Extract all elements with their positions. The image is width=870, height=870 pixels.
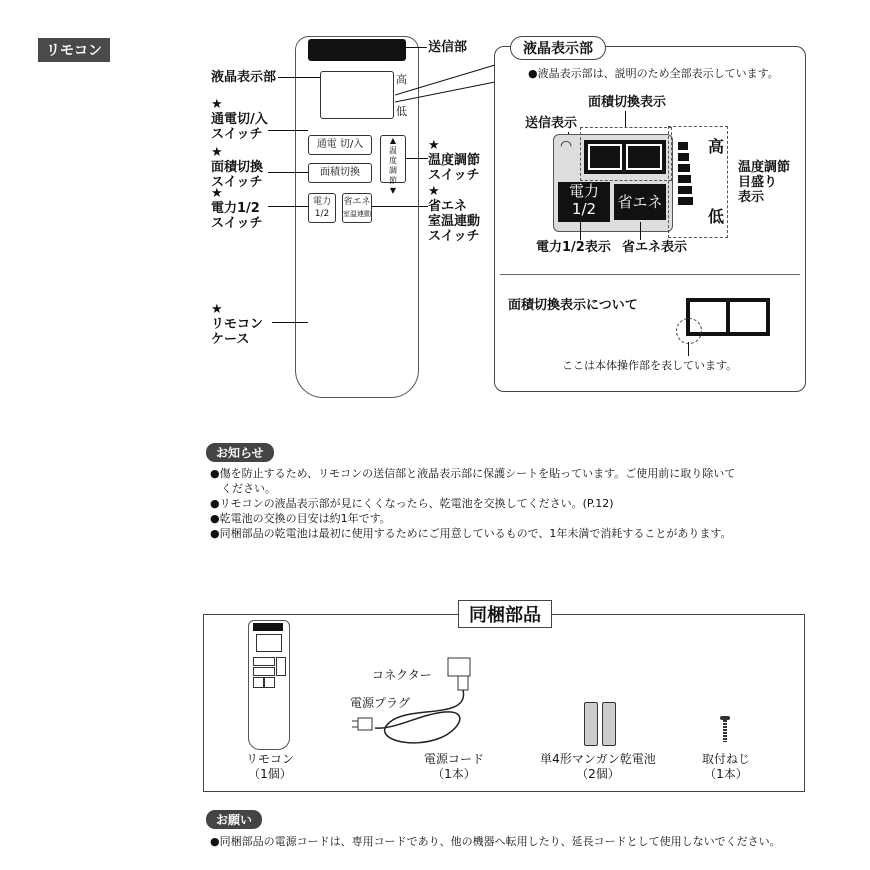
transmitter-window: [308, 39, 406, 61]
notice-title: お知らせ: [206, 443, 274, 462]
area-display-label: 面積切換表示: [588, 95, 667, 110]
power-half-button[interactable]: [308, 193, 336, 223]
power-button[interactable]: 通電 切/入: [308, 135, 372, 155]
notice-item: ●乾電池の交換の目安は約1年です。: [210, 512, 391, 525]
notice-item: ください。: [210, 482, 276, 495]
p12-indicator: 電力 1/2: [558, 182, 610, 222]
eco-display-label: 省エネ表示: [622, 240, 688, 255]
transmit-display-label: 送信表示: [525, 116, 578, 131]
label-area-switch: ★ 面積切換 スイッチ: [211, 145, 264, 190]
power-cord-icon: [350, 650, 490, 760]
temp-scale-label: 温度調節 目盛り 表示: [738, 160, 791, 205]
about-area-title: 面積切換表示について: [508, 298, 638, 313]
section-tag: リモコン: [38, 38, 110, 62]
up-arrow-icon: ▲: [389, 136, 397, 145]
label-power12-switch: ★ 電力1/2 スイッチ: [211, 186, 263, 231]
bundle-remote-icon: [248, 620, 290, 750]
label-case: ★ リモコン ケース: [211, 302, 264, 347]
area-switch-button[interactable]: 面積切換: [308, 163, 372, 183]
callout-lines: [395, 40, 505, 110]
temp-scale-bars: [678, 142, 696, 208]
battery-icon: [602, 702, 616, 746]
eco-line2: 室温連動: [343, 210, 371, 218]
notice-item: ●傷を防止するため、リモコンの送信部と液晶表示部に保護シートを貼っています。ご使用前に取り除いて: [210, 467, 736, 480]
eco-indicator: 省エネ: [614, 184, 666, 220]
signal-icon: ◠: [560, 138, 573, 154]
temp-adjust-button[interactable]: [380, 135, 406, 195]
bundle-item-battery: 単4形マンガン乾電池 （2個）: [540, 752, 656, 781]
p12-line2: 1/2: [314, 209, 330, 219]
p12-line1: 電力: [312, 197, 331, 207]
bundle-item-screw: 取付ねじ （1本）: [701, 752, 750, 781]
plug-label: 電源プラグ: [350, 696, 411, 710]
battery-icon: [584, 702, 598, 746]
connector-label: コネクター: [372, 668, 432, 682]
p12-display-label: 電力1/2表示: [536, 240, 611, 255]
eco-button[interactable]: [342, 193, 372, 223]
label-lcd: 液晶表示部: [211, 70, 277, 85]
about-area-note: ここは本体操作部を表しています。: [562, 359, 738, 372]
label-power-switch: ★ 通電切/入 スイッチ: [211, 97, 268, 142]
notice-list: [210, 466, 735, 541]
bundle-item-cord: 電源コード （1本）: [423, 752, 484, 781]
scale-high: 高: [708, 137, 725, 156]
notice-item: ●リモコンの液晶表示部が見にくくなったら、乾電池を交換してください。(P.12): [210, 497, 614, 510]
lcd-panel-note: ●液晶表示部は、説明のため全部表示しています。: [528, 67, 779, 80]
lcd-window: [320, 71, 394, 119]
eco-line1: 省エネ: [343, 197, 371, 207]
lcd-panel-title: 液晶表示部: [510, 36, 606, 60]
label-temp-switch: ★ 温度調節 スイッチ: [428, 138, 481, 183]
down-arrow-icon: ▼: [389, 186, 397, 195]
label-transmit: 送信部: [428, 40, 468, 55]
lcd-low-mark: 低: [396, 105, 407, 118]
request-title: お願い: [206, 810, 262, 829]
notice-item: ●同梱部品の乾電池は最初に使用するためにご用意しているもので、1年未満で消耗することがあります。: [210, 527, 732, 540]
request-text: ●同梱部品の電源コードは、専用コードであり、他の機器へ転用したり、延長コードとして使用しないでください。: [210, 835, 781, 848]
lcd-high-mark: 高: [396, 73, 407, 86]
bundle-title: 同梱部品: [458, 600, 552, 628]
bundle-item-remote: リモコン （1個）: [245, 752, 294, 781]
temp-button-label: 温度調節: [389, 146, 397, 185]
label-eco-switch: ★ 省エネ 室温連動 スイッチ: [428, 184, 481, 244]
scale-low: 低: [708, 207, 725, 226]
